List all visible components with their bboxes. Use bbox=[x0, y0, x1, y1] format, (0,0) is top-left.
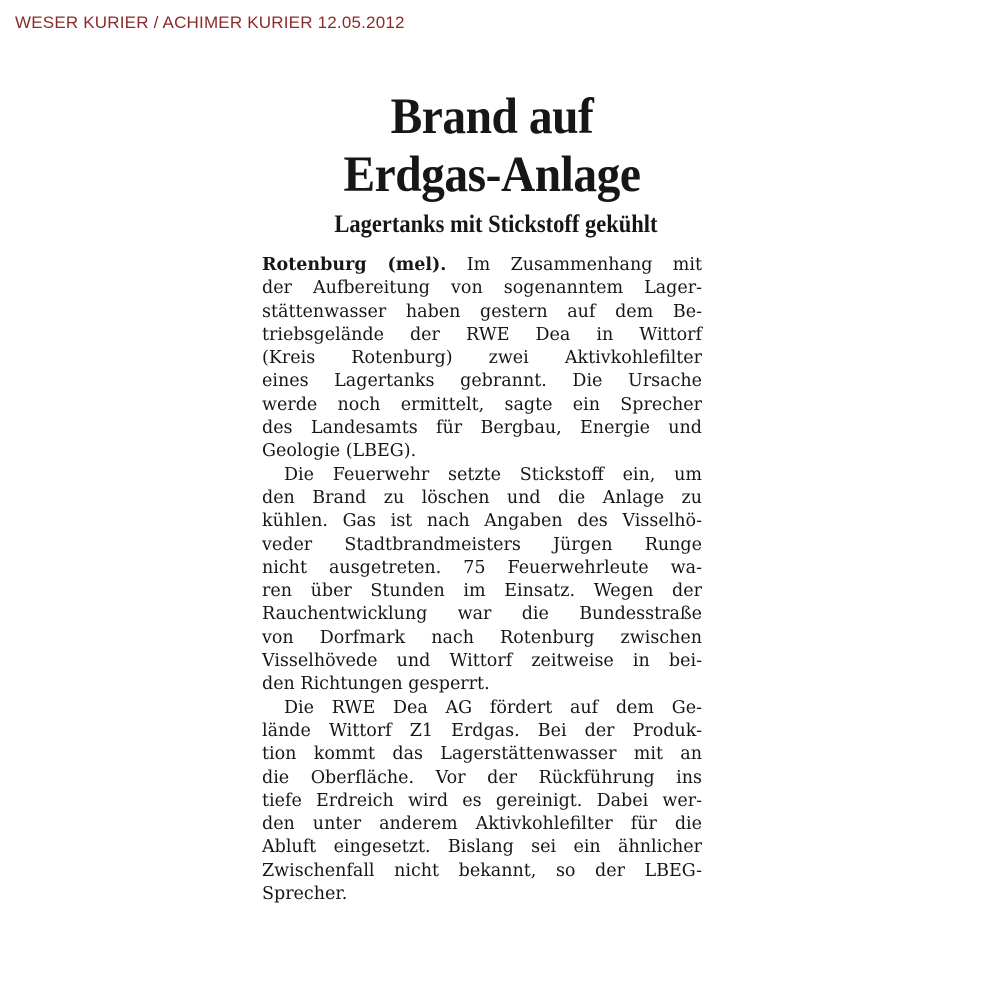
text-line: Die Feuerwehr setzte Stickstoff ein, um bbox=[284, 464, 702, 485]
text-line: triebsgelände der RWE Dea in Wittorf bbox=[262, 324, 702, 345]
text-line: Geologie (LBEG). bbox=[262, 441, 417, 462]
text-line: von Dorfmark nach Rotenburg zwischen bbox=[262, 627, 702, 648]
text-line: werde noch ermittelt, sagte ein Sprecher bbox=[262, 394, 702, 415]
text-line: Visselhövede und Wittorf zeitweise in bei- bbox=[262, 651, 702, 672]
text-line: den Richtungen gesperrt. bbox=[262, 674, 490, 695]
text-line: lände Wittorf Z1 Erdgas. Bei der Produk- bbox=[262, 720, 702, 741]
headline-line: Brand auf bbox=[390, 89, 594, 145]
text-line: kühlen. Gas ist nach Angaben des Visselhö- bbox=[262, 511, 702, 532]
text-line: den unter anderem Aktivkohlefilter für die bbox=[262, 814, 702, 835]
text-line: veder Stadtbrandmeisters Jürgen Runge bbox=[262, 534, 702, 555]
text-line: den Brand zu löschen und die Anlage zu bbox=[262, 487, 702, 508]
article-paragraph bbox=[262, 697, 702, 907]
article-dateline: Rotenburg (mel). bbox=[262, 255, 447, 275]
text-line: eines Lagertanks gebrannt. Die Ursache bbox=[262, 371, 702, 392]
headline-line: Erdgas-Anlage bbox=[343, 147, 641, 203]
text-line-rest: Im Zusammenhang mit bbox=[446, 255, 702, 275]
text-line bbox=[262, 254, 702, 277]
article-paragraph bbox=[262, 464, 702, 697]
text-line: die Oberfläche. Vor der Rückführung ins bbox=[262, 767, 702, 788]
article-subheadline: Lagertanks mit Stickstoff gekühlt bbox=[334, 211, 658, 238]
text-line: Rauchentwicklung war die Bundesstraße bbox=[262, 604, 702, 625]
text-line: der Aufbereitung von sogenanntem Lager- bbox=[262, 278, 702, 299]
text-line: Zwischenfall nicht bekannt, so der LBEG- bbox=[262, 860, 702, 881]
text-line: ren über Stunden im Einsatz. Wegen der bbox=[262, 581, 702, 602]
source-header: WESER KURIER / ACHIMER KURIER 12.05.2012 bbox=[15, 13, 405, 32]
newspaper-clipping bbox=[262, 88, 702, 906]
article-body bbox=[262, 254, 702, 906]
text-line: des Landesamts für Bergbau, Energie und bbox=[262, 418, 702, 439]
text-line: (Kreis Rotenburg) zwei Aktivkohlefilter bbox=[262, 348, 702, 369]
text-line: tiefe Erdreich wird es gereinigt. Dabei wer- bbox=[262, 790, 702, 811]
text-line: stättenwasser haben gestern auf dem Be- bbox=[262, 301, 702, 322]
text-line: Die RWE Dea AG fördert auf dem Ge- bbox=[284, 697, 702, 718]
text-line: tion kommt das Lagerstättenwasser mit an bbox=[262, 744, 702, 765]
article-headline bbox=[287, 88, 696, 204]
article-paragraph bbox=[262, 254, 702, 464]
text-line: Abluft eingesetzt. Bislang sei ein ähnlicher bbox=[262, 837, 702, 858]
text-line: Sprecher. bbox=[262, 884, 348, 905]
text-line: nicht ausgetreten. 75 Feuerwehrleute wa- bbox=[262, 557, 702, 578]
